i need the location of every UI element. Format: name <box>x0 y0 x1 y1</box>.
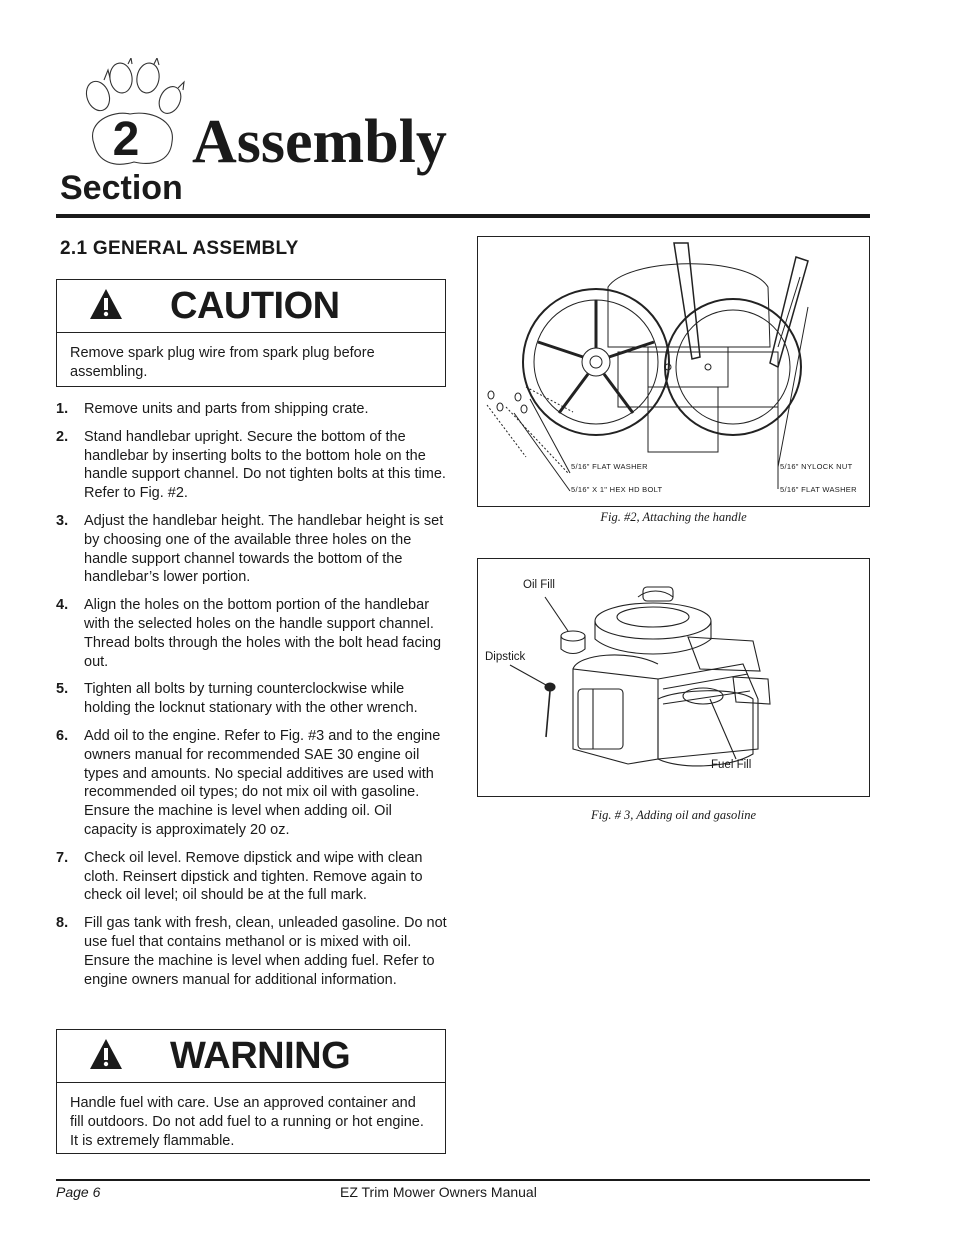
label-flat-washer-right: 5/16" FLAT WASHER <box>780 485 857 494</box>
list-item <box>56 596 448 671</box>
section-number: 2 <box>112 113 140 166</box>
figure-adding-oil-gasoline <box>477 558 870 797</box>
warning-text: Handle fuel with care. Use an approved container and fill outdoors. Do not add fuel to a running or hot engine. It is extremely flammable. <box>70 1095 424 1149</box>
label-dipstick: Dipstick <box>485 651 526 663</box>
label-oil-fill: Oil Fill <box>523 579 555 591</box>
step-text: Check oil level. Remove dipstick and wipe with clean cloth. Reinsert dipstick and tighten. Remove again to check oil level; oil should be at the full mark. <box>84 849 423 904</box>
warning-header <box>57 1030 445 1083</box>
step-text: Align the holes on the bottom portion of the handlebar with the selected holes on the handle support channel. Thread bolts through the holes with the bolt head facing out. <box>84 597 442 670</box>
step-text: Tighten all bolts by turning counterclockwise while holding the locknut stationary with the other wrench. <box>84 681 418 717</box>
step-text: Fill gas tank with fresh, clean, unleaded gasoline. Do not use fuel that contains methanol or is mixed with oil. Ensure the machine is level when adding fuel. Refer to engine owners manual for additional information. <box>84 915 447 988</box>
engine-illustration <box>478 559 869 796</box>
warning-triangle-icon <box>89 1038 123 1070</box>
warning-triangle-icon <box>89 288 123 320</box>
list-item <box>56 849 448 905</box>
step-number: 8. <box>56 915 69 932</box>
caution-title: CAUTION <box>170 285 340 327</box>
footer-rule <box>56 1179 870 1181</box>
step-text: Adjust the handlebar height. The handlebar height is set by choosing one of the available three holes on the handle support channel towards the bottom of the handlebar’s lower portion. <box>84 512 444 586</box>
section-title: Assembly <box>192 108 447 176</box>
caution-box <box>56 279 446 387</box>
list-item <box>56 914 448 989</box>
section-label: Section <box>60 169 183 207</box>
step-number: 6. <box>56 727 69 744</box>
step-text: Stand handlebar upright. Secure the bottom of the handlebar by inserting bolts to the bottom hole on the handle support channel. Do not tighten bolts at this time. Refer to Fig. #2. <box>84 428 446 502</box>
warning-box <box>56 1029 446 1154</box>
figure2-caption: Fig. #2, Attaching the handle <box>600 510 747 524</box>
list-item <box>56 727 448 840</box>
step-number: 4. <box>56 597 69 614</box>
step-number: 2. <box>56 428 69 445</box>
step-number: 3. <box>56 512 69 529</box>
manual-title: EZ Trim Mower Owners Manual <box>340 1184 537 1200</box>
list-item <box>56 428 448 503</box>
header-rule <box>56 214 870 218</box>
list-item <box>56 680 448 718</box>
list-item <box>56 400 448 419</box>
step-number: 1. <box>56 401 69 417</box>
caution-text: Remove spark plug wire from spark plug before assembling. <box>70 345 375 380</box>
label-flat-washer-left: 5/16" FLAT WASHER <box>571 462 648 471</box>
caution-header <box>57 280 445 333</box>
subsection-heading: 2.1 GENERAL ASSEMBLY <box>60 238 299 259</box>
step-number: 7. <box>56 849 69 866</box>
list-item <box>56 512 448 587</box>
warning-title: WARNING <box>170 1035 351 1077</box>
figure-attaching-handle <box>477 236 870 507</box>
page-number: Page 6 <box>56 1184 101 1200</box>
step-text: Add oil to the engine. Refer to Fig. #3 and to the engine owners manual for recommended SAE 30 engine oil types and amounts. No special additives are used with recommended oil types; do not mix oil with gasoline. Ensure the machine is level when adding oil. Oil capacity is approximately 20 oz. <box>84 727 441 838</box>
figure3-caption: Fig. # 3, Adding oil and gasoline <box>590 808 757 822</box>
assembly-steps-list <box>56 400 448 998</box>
label-fuel-fill: Fuel Fill <box>711 759 752 771</box>
step-number: 5. <box>56 681 69 698</box>
label-hex-bolt: 5/16" X 1" HEX HD BOLT <box>571 485 663 494</box>
label-nylock-nut: 5/16" NYLOCK NUT <box>780 462 853 471</box>
step-text: Remove units and parts from shipping crate. <box>84 401 369 417</box>
